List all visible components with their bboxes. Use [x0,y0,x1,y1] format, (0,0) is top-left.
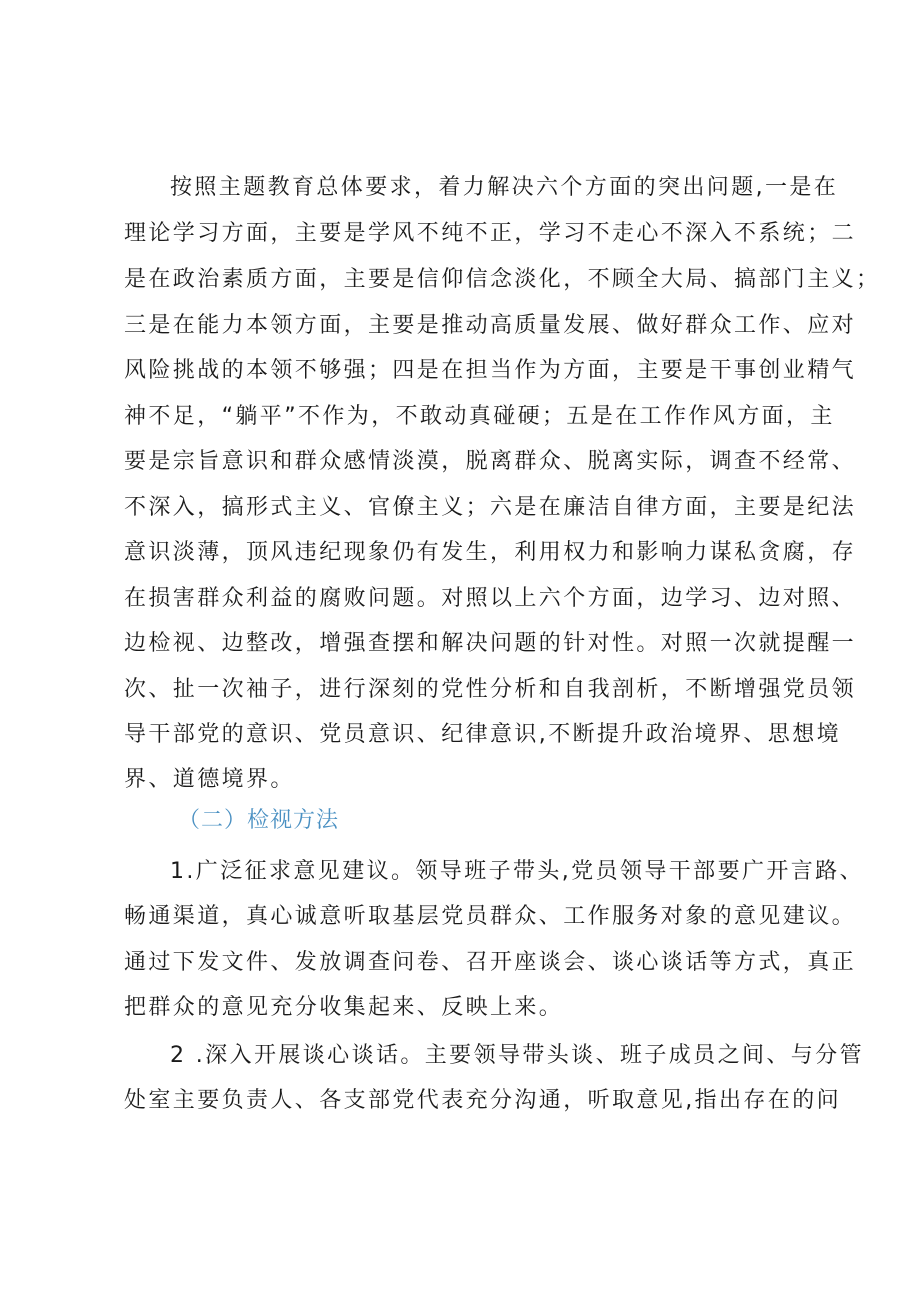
paragraph-1-line-1: 按照主题教育总体要求，着力解决六个方面的突出问题,一是在 [170,175,839,200]
item-2-line-1: 2 .深入开展谈心谈话。主要领导带头谈、班子成员之间、与分管 [170,1043,864,1068]
paragraph-1-line-14: 界、道德境界。 [124,767,295,792]
item-1-line-2: 畅通渠道，真心诚意听取基层党员群众、工作服务对象的意见建议。 [124,904,857,929]
item-1-line-4: 把群众的意见充分收集起来、反映上来。 [124,995,564,1020]
section-heading-inspection-methods: （二）检视方法 [178,808,340,833]
paragraph-1-line-6: 神不足，“躺平”不作为，不敢动真碰硬；五是在工作作风方面，主 [124,404,835,429]
paragraph-1-line-12: 次、扯一次袖子，进行深刻的党性分析和自我剖析，不断增强党员领 [124,677,857,702]
paragraph-1-line-8: 不深入，搞形式主义、官僚主义；六是在廉洁自律方面，主要是纪法 [124,495,857,520]
item-2-line-2: 处室主要负责人、各支部党代表充分沟通，听取意见,指出存在的问 [124,1088,841,1113]
paragraph-1-line-3: 是在政治素质方面，主要是信仰信念淡化，不顾全大局、搞部门主义； [124,267,881,292]
item-1-line-3: 通过下发文件、发放调查问卷、召开座谈会、谈心谈话等方式，真正 [124,950,857,975]
paragraph-1-line-9: 意识淡薄，顶风违纪现象仍有发生，利用权力和影响力谋私贪腐，存 [124,540,857,565]
paragraph-1-line-10: 在损害群众利益的腐败问题。对照以上六个方面，边学习、边对照、 [124,586,857,611]
paragraph-1-line-4: 三是在能力本领方面，主要是推动高质量发展、做好群众工作、应对 [124,313,857,338]
paragraph-1-line-11: 边检视、边整改，增强查摆和解决问题的针对性。对照一次就提醒一 [124,631,857,656]
paragraph-1-line-2: 理论学习方面，主要是学风不纯不正，学习不走心不深入不系统；二 [124,221,857,246]
paragraph-1-line-7: 要是宗旨意识和群众感情淡漠，脱离群众、脱离实际，调查不经常、 [124,449,857,474]
paragraph-1-line-5: 风险挑战的本领不够强；四是在担当作为方面，主要是干事创业精气 [124,358,857,383]
item-1-line-1: 1.广泛征求意见建议。领导班子带头,党员领导干部要广开言路、 [170,859,864,884]
paragraph-1-line-13: 导干部党的意识、党员意识、纪律意识,不断提升政治境界、思想境 [124,722,841,747]
